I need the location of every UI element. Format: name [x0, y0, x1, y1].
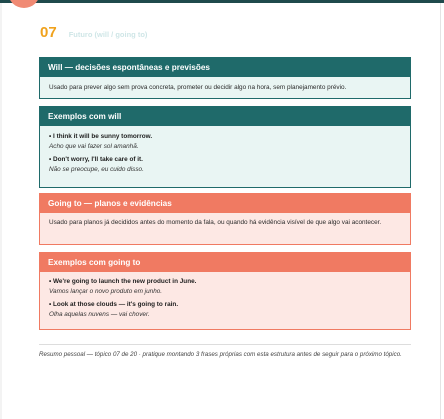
example-translation: Vamos lançar o novo produto em junho. — [49, 288, 163, 295]
example-translation: Acho que vai fazer sol amanhã. — [49, 143, 139, 150]
footer-divider — [39, 344, 411, 345]
left-edge-divider — [0, 3, 2, 419]
will-examples-card — [39, 106, 411, 188]
example-item — [49, 155, 401, 175]
footer-note: Resumo pessoal — tópico 07 de 20 · pratique montando 3 frases próprias com esta estrutura antes de seguir para o próximo tópico. — [39, 351, 402, 358]
page-header — [40, 24, 147, 44]
corner-decoration — [8, 0, 40, 8]
example-item — [49, 277, 401, 297]
will-examples-title: Exemplos com will — [40, 107, 410, 126]
example-item — [49, 132, 401, 152]
going-to-card-text: Usado para planos já decididos antes do momento da fala, ou quando há evidência visível de que algo vai acontecer. — [49, 219, 382, 226]
will-card-text: Usado para prever algo sem prova concreta, prometer ou decidir algo na hora, sem planejamento prévio. — [49, 84, 347, 91]
example-translation: Não se preocupe, eu cuido disso. — [49, 166, 144, 173]
example-translation: Olha aquelas nuvens — vai chover. — [49, 311, 150, 318]
going-to-card-title: Going to — planos e evidências — [40, 194, 410, 213]
going-to-examples-title: Exemplos com going to — [40, 253, 410, 272]
will-card — [39, 57, 411, 99]
going-to-examples-card — [39, 252, 411, 330]
example-english: • I think it will be sunny tomorrow. — [49, 133, 153, 140]
example-english: • We're going to launch the new product in June. — [49, 278, 197, 285]
example-english: • Look at those clouds — it's going to rain. — [49, 301, 179, 308]
going-to-card — [39, 193, 411, 245]
topic-number: 07 — [40, 24, 57, 41]
example-english: • Don't worry, I'll take care of it. — [49, 156, 143, 163]
topic-subtitle: Futuro (will / going to) — [68, 30, 148, 39]
will-card-title: Will — decisões espontâneas e previsões — [40, 58, 410, 77]
right-edge-divider — [440, 3, 441, 419]
example-item — [49, 300, 401, 320]
top-bar — [0, 0, 444, 3]
